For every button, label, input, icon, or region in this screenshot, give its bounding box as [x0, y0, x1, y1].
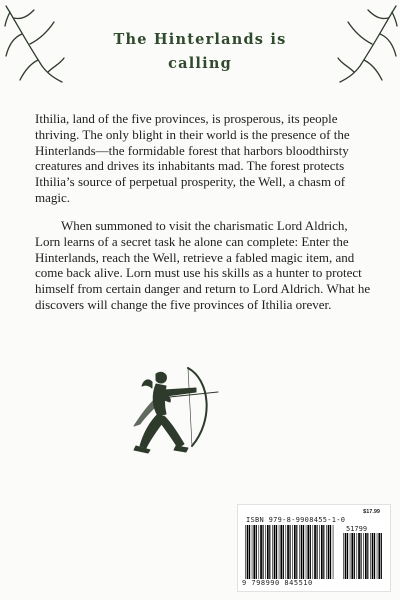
price-label: $17.99	[363, 509, 380, 515]
blurb-paragraph-2: When summoned to visit the charismatic Lord Aldrich, Lorn learns of a secret task he alone can complete: Enter the Hinterlands, reach the Well, retrieve a fabled magic item, and come back alive. Lorn must use his skills as a hunter to protect himself from certain danger and return to Lord Aldrich. What he discovers will change the five provinces of Ithilia orever.	[35, 218, 371, 312]
ean-barcode-icon	[244, 525, 334, 579]
tagline-line-1: The Hinterlands is	[113, 31, 287, 48]
branch-decoration-left-icon	[4, 4, 66, 84]
barcode-addon-number: 51799	[346, 525, 368, 533]
archer-icon	[130, 360, 222, 455]
addon-barcode-icon	[342, 533, 382, 579]
branch-decoration-right-icon	[336, 4, 398, 84]
blurb-paragraph-1: Ithilia, land of the five provinces, is prosperous, its people thriving. The only blight in their world is the presence of the Hinterlands—the formidable forest that harbors bloodthirsty creatures and drives its inhabitants mad. The forest protects Ithilia’s source of perpetual prosperity, the Well, a chasm of magic.	[35, 111, 350, 205]
tagline-line-2: calling	[168, 55, 232, 72]
isbn-text: ISBN 979-8-9908455-1-0	[246, 516, 346, 524]
tagline-heading	[60, 28, 340, 76]
ean-number: 9 798990 845510	[242, 579, 313, 587]
barcode-area	[237, 504, 391, 592]
